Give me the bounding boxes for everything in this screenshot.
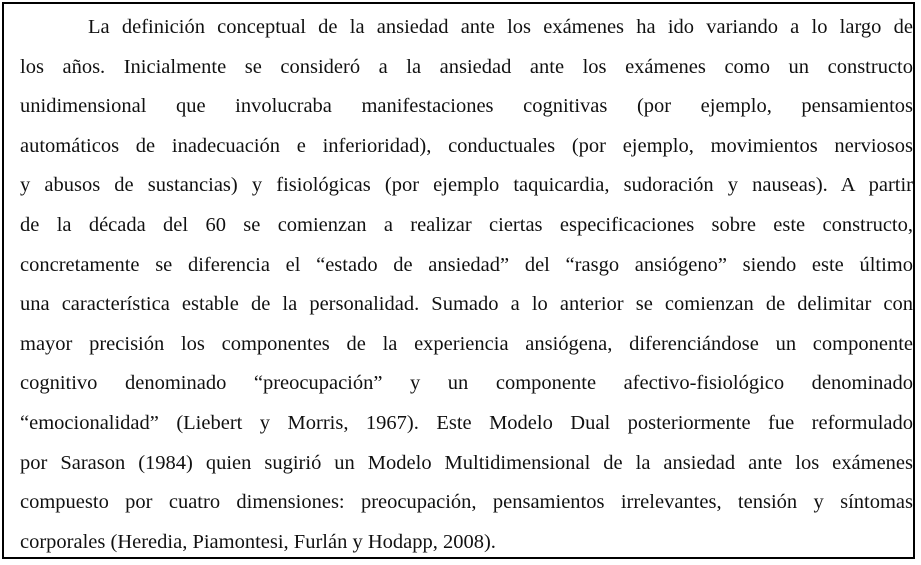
paragraph-line: mayor precisión los componentes de la experiencia ansiógena, diferenciándose un componente xyxy=(20,332,913,355)
paragraph-line: cognitivo denominado “preocupación” y un componente afectivo-fisiológico denominado xyxy=(20,372,913,395)
paragraph-line: de la década del 60 se comienzan a realizar ciertas especificaciones sobre este constructo, xyxy=(20,213,913,236)
paragraph-line: los años. Inicialmente se consideró a la ansiedad ante los exámenes como un constructo xyxy=(20,55,913,78)
paragraph-line: por Sarason (1984) quien sugirió un Modelo Multidimensional de la ansiedad ante los exámenes xyxy=(20,451,913,474)
paragraph-line: automáticos de inadecuación e inferioridad), conductuales (por ejemplo, movimientos nerviosos xyxy=(20,134,913,157)
paragraph-line: y abusos de sustancias) y fisiológicas (por ejemplo taquicardia, sudoración y nauseas). A partir xyxy=(20,174,913,197)
paragraph-line: compuesto por cuatro dimensiones: preocupación, pensamientos irrelevantes, tensión y síntomas xyxy=(20,491,913,514)
body-paragraph xyxy=(20,8,913,562)
paragraph-line: “emocionalidad” (Liebert y Morris, 1967). Este Modelo Dual posteriormente fue reformulado xyxy=(20,411,913,434)
paragraph-line: corporales (Heredia, Piamontesi, Furlán y Hodapp, 2008). xyxy=(20,530,496,553)
paragraph-line: concretamente se diferencia el “estado de ansiedad” del “rasgo ansiógeno” siendo este último xyxy=(20,253,913,276)
paragraph-line: La definición conceptual de la ansiedad ante los exámenes ha ido variando a lo largo de xyxy=(88,16,913,38)
paragraph-line: una característica estable de la personalidad. Sumado a lo anterior se comienzan de delimitar con xyxy=(20,293,913,316)
text-frame xyxy=(2,2,915,559)
paragraph-line: unidimensional que involucraba manifestaciones cognitivas (por ejemplo, pensamientos xyxy=(20,95,913,118)
